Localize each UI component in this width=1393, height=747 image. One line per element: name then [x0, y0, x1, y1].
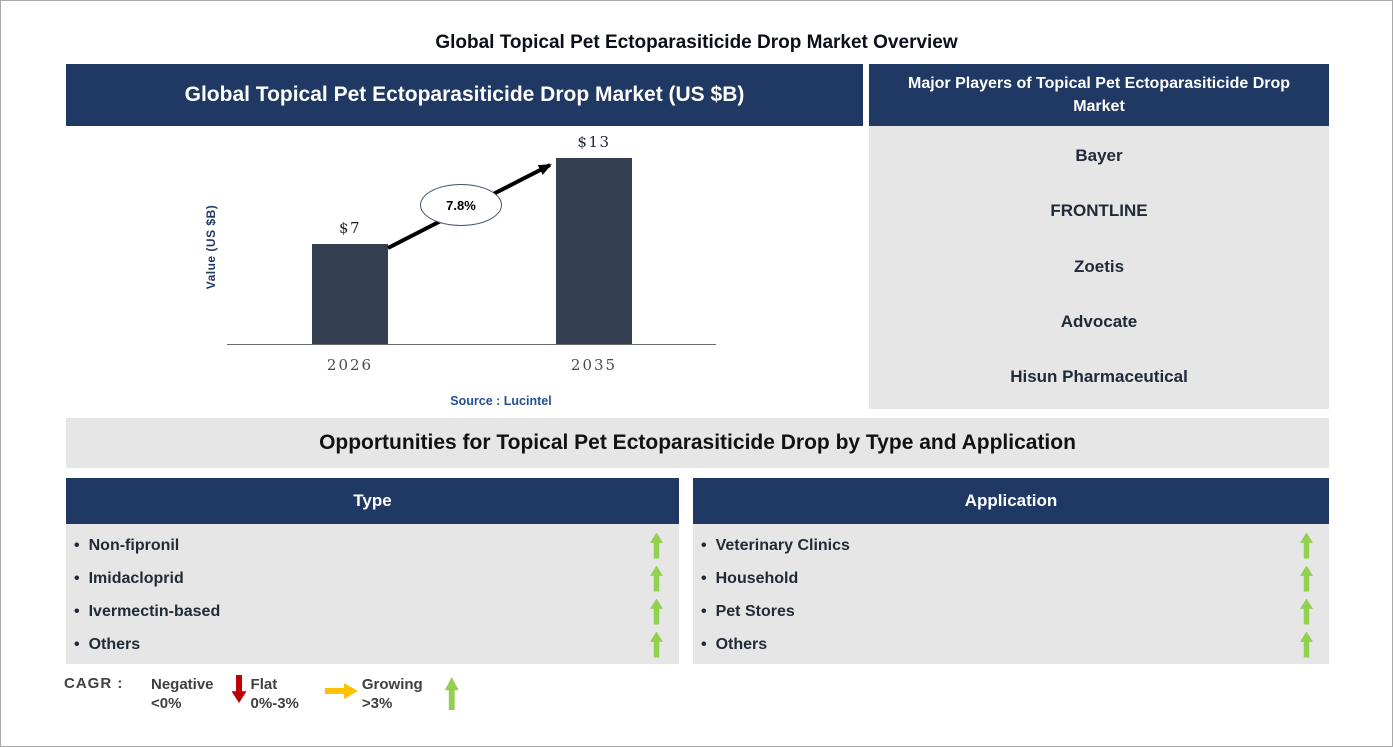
list-item — [66, 595, 679, 628]
up-arrow-icon — [1300, 566, 1313, 592]
player-name: Bayer — [1075, 146, 1123, 165]
legend-entry-range: <0% — [151, 695, 182, 712]
up-arrow-icon — [1300, 599, 1313, 625]
type-column-header: Type — [66, 478, 679, 524]
list-item-label: Veterinary Clinics — [715, 536, 850, 554]
list-item — [693, 595, 1329, 628]
bullet-icon: • — [701, 635, 707, 653]
bar-value-label: $13 — [577, 133, 611, 151]
legend-entry-range: >3% — [361, 695, 393, 712]
player-name: Advocate — [1060, 311, 1138, 331]
legend-entry-name: Flat — [250, 676, 278, 693]
growth-arrow-icon — [66, 126, 863, 416]
application-column-header: Application — [693, 478, 1329, 524]
up-arrow-icon — [650, 599, 663, 625]
up-arrow-icon — [650, 533, 663, 559]
legend-entry — [362, 675, 459, 713]
bar-value-label: $7 — [338, 219, 362, 237]
x-tick-2035: 2035 — [570, 356, 618, 374]
cagr-legend — [64, 675, 459, 713]
list-item-label: Others — [88, 635, 141, 653]
bullet-icon: • — [74, 635, 80, 653]
x-tick-2026: 2026 — [326, 356, 374, 374]
market-bar-chart — [66, 126, 863, 416]
page-title: Global Topical Pet Ectoparasiticide Drop Market Overview — [435, 32, 958, 53]
bullet-icon: • — [74, 569, 80, 587]
opportunities-header: Opportunities for Topical Pet Ectoparasiticide Drop by Type and Application — [66, 418, 1329, 468]
legend-entry — [151, 675, 251, 713]
list-item-label: Non-fipronil — [88, 536, 180, 554]
legend-arrow-icon — [325, 683, 358, 699]
list-item-label: Pet Stores — [715, 602, 795, 620]
major-players-header: Major Players of Topical Pet Ectoparasiticide Drop Market — [869, 64, 1329, 126]
application-list — [693, 524, 1329, 664]
list-item-label: Imidacloprid — [88, 569, 184, 587]
y-axis-label: Value (US $B) — [204, 204, 218, 290]
list-item — [693, 628, 1329, 661]
bullet-icon: • — [701, 536, 707, 554]
player-name: Hisun Pharmaceutical — [1010, 367, 1188, 386]
source-label: Source : Lucintel — [450, 394, 552, 408]
list-item — [66, 562, 679, 595]
bullet-icon: • — [701, 602, 707, 620]
major-players-list — [869, 126, 1329, 409]
bullet-icon: • — [74, 536, 80, 554]
list-item-label: Ivermectin-based — [88, 602, 221, 620]
cagr-annotation-ellipse — [420, 184, 502, 226]
cagr-legend-label: CAGR : — [64, 675, 124, 692]
list-item — [693, 562, 1329, 595]
legend-entry — [251, 675, 362, 713]
bullet-icon: • — [74, 602, 80, 620]
legend-arrow-icon — [232, 675, 247, 703]
legend-entry-name: Negative — [151, 676, 214, 693]
up-arrow-icon — [650, 566, 663, 592]
list-item-label: Others — [715, 635, 768, 653]
player-name: FRONTLINE — [1050, 201, 1148, 221]
up-arrow-icon — [1300, 533, 1313, 559]
market-chart-header: Global Topical Pet Ectoparasiticide Drop Market (US $B) — [66, 64, 863, 126]
bullet-icon: • — [701, 569, 707, 587]
cagr-annotation-value: 7.8% — [446, 197, 476, 213]
legend-arrow-icon — [445, 677, 459, 710]
list-item — [693, 529, 1329, 562]
up-arrow-icon — [650, 632, 663, 658]
type-list — [66, 524, 679, 664]
legend-entry-name: Growing — [361, 676, 423, 693]
list-item — [66, 529, 679, 562]
list-item — [66, 628, 679, 661]
up-arrow-icon — [1300, 632, 1313, 658]
list-item-label: Household — [715, 569, 799, 587]
player-name: Zoetis — [1073, 256, 1125, 276]
legend-entry-range: 0%-3% — [250, 695, 299, 712]
